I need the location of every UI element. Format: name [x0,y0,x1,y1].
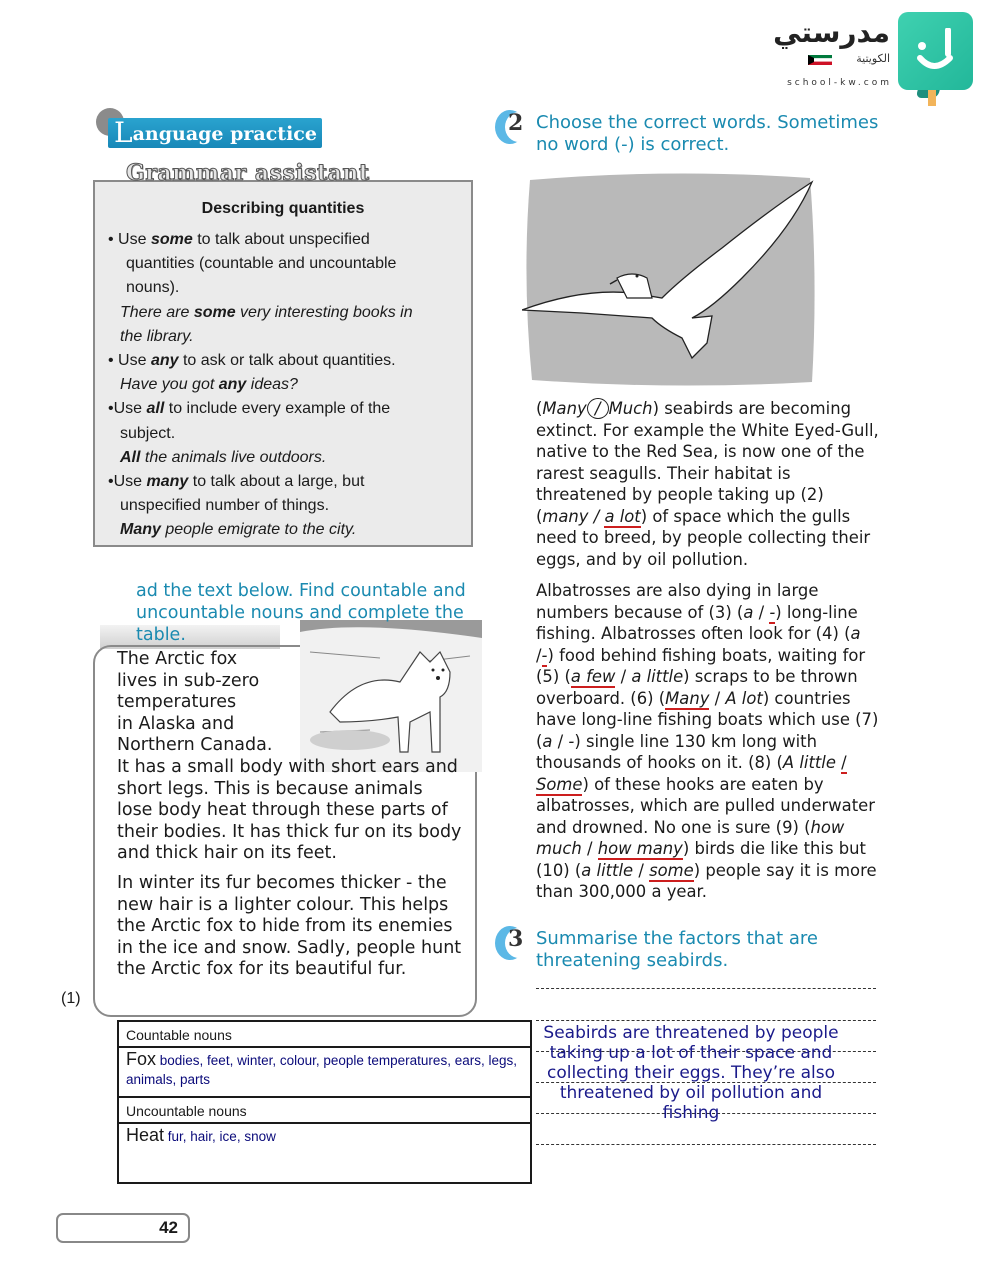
logo-url: school-kw.com [787,78,892,88]
example-keyword: Many [120,521,161,539]
rule-many [108,470,468,494]
rule-text: subject. [120,424,176,442]
example-keyword: All [120,448,141,466]
option-selected[interactable]: Many [665,688,710,708]
option-selected[interactable]: a lot [604,506,641,526]
option-selected[interactable]: Some [536,774,583,794]
rule-any [108,349,468,373]
option[interactable]: A little [782,753,836,772]
section-banner [108,118,322,148]
smile-icon [912,28,960,76]
seabird-illustration [522,168,822,390]
text-line: in Alaska and [117,713,235,734]
option[interactable]: - [568,731,575,751]
rule-example [108,446,468,470]
countable-header: Countable nouns [119,1022,530,1048]
option[interactable]: a little [631,667,684,686]
text: (2) [800,485,824,504]
option[interactable]: a [850,624,861,643]
option-selected[interactable]: some [649,860,694,880]
rule-keyword: many [146,473,189,491]
countable-answer-cell[interactable] [119,1048,530,1098]
text: people say it is more than 300,000 a year. [536,860,877,901]
handwritten-answer: bodies, feet, winter, colour, people temperatures, ears, legs, animals, parts [126,1053,517,1087]
text: seabirds are becoming extinct. For example the White Eyed-Gull, native to the Red Sea, is now one of the rarest seagulls. Their habitat is threatened by people taking up [536,399,879,504]
exercise-number: 2 [508,110,524,136]
text-line: Northern Canada. [117,735,273,756]
logo-arabic-title: مدرستي [773,16,890,49]
rule-text: to talk about unspecified [192,231,370,248]
answer-marker: (1) [61,990,81,1007]
paragraph: In winter its fur becomes thicker - the new hair is a lighter colour. This helps the Arctic fox to hide from its enemies in the ice and snow. Sadly, people hunt the Arctic fox for its beautiful fur. [117,872,462,980]
option[interactable]: a little [581,860,634,880]
rule-text: to include every example of the [164,400,391,418]
text: single line 130 km long with thousands of hooks on it. (8) [536,731,817,772]
option[interactable]: a [743,602,754,622]
rule-keyword: all [146,400,165,418]
exercise2-badge [495,110,525,144]
uncountable-answer-cell[interactable] [119,1124,530,1182]
grammar-assistant-title: Grammar assistant [126,160,370,186]
example-word: Heat [126,1125,165,1145]
option[interactable]: how much [536,817,845,858]
banner-initial: L [114,116,133,149]
text: of these hooks are eaten by albatrosses, which are pulled underwater and drowned. No one is sure (9) [536,774,875,837]
exercise1-instruction: ad the text below. Find countable and uncountable nouns and complete the table. [136,581,466,645]
option[interactable]: Much [608,399,653,418]
text: birds die like this but (10) [536,839,866,880]
rule-keyword: some [150,231,193,248]
exercise-number: 3 [508,926,524,952]
text: food behind fishing boats, waiting for (5) [536,645,866,686]
exercise3-badge [495,926,525,960]
rule-all [108,397,468,421]
grammar-rules [108,228,468,543]
rule-text: • Use [108,352,151,370]
example-keyword: any [218,376,247,394]
example-word: Fox [126,1049,157,1069]
text: long-line fishing. Albatrosses often look for (4) [536,602,858,643]
rule-some [108,228,468,252]
page-number: 42 [56,1213,190,1243]
rule-text: unspecified number of things. [120,497,330,515]
rule-example [108,373,468,397]
rule-text: • Use [108,231,151,248]
answer-line[interactable] [536,988,876,989]
rule-text: •Use [108,473,147,491]
exercise2-instruction: Choose the correct words. Sometimes no word (-) is correct. [536,112,879,155]
seabirds-text [536,398,881,913]
paragraph: Albatrosses are also dying in large numbers because of (3) (a / -) long-line fishing. Albatrosses often look for (4) (a /-) food behind fishing boats, waiting for (5) (a few / a little) scraps to be thrown overboard. (6) (Many / A lot) countries have long-line fishing boats which use (7) (a / -) single line 130 km long with thousands of hooks on it. (8) (A little / Some) of these hooks are eaten by albatrosses, which are pulled underwater and drowned. No one is sure (9) (how much / how many) birds die like this but (10) (a little / some) people say it is more than 300,000 a year. [536,581,879,901]
example-text: very interesting books in [235,303,413,321]
answer-line[interactable] [536,1144,876,1145]
rule-example [108,301,468,325]
option-selected[interactable]: - [769,602,776,622]
option[interactable]: a [542,731,553,751]
text: scraps to be thrown overboard. (6) [536,667,858,708]
option-selected[interactable]: - [541,645,548,665]
example-text: ideas? [246,376,298,394]
example-text: people emigrate to the city. [160,521,357,539]
option[interactable]: many [542,506,589,526]
text-line: The Arctic fox [117,649,238,669]
separator: / [588,506,605,526]
uncountable-header: Uncountable nouns [119,1098,530,1124]
logo-arabic-subtitle: الكويتية [856,52,890,65]
arctic-fox-text [117,649,462,989]
exercise3-instruction: Summarise the factors that are threatening seabirds. [536,928,818,971]
answer-line[interactable] [536,1020,876,1021]
banner-label: anguage practice [132,123,317,145]
example-text: the library. [120,327,194,345]
text-line: lives in sub-zero [117,670,260,691]
noun-table [117,1020,532,1184]
paragraph: It has a small body with short ears and short legs. This is because animals lose body heat through these parts of their bodies. It has thick fur on its body and thick hair on its feet. [117,756,462,864]
text: Albatrosses are also dying in large numbers because of (3) [536,581,819,622]
rule-text: to talk about a large, but [188,473,365,491]
example-text: the animals live outdoors. [140,448,327,466]
example-keyword: some [193,303,236,321]
option-selected[interactable]: a few [570,667,616,686]
rule-keyword: any [150,352,179,370]
rule-example [108,518,468,542]
rule-text: •Use [108,400,147,418]
rule-text: quantities (countable and uncountable [126,255,397,273]
text-line: temperatures [117,692,237,713]
handwritten-answer: fur, hair, ice, snow [164,1129,276,1144]
handwritten-summary-answer: Seabirds are threatened by people taking up a lot of their space and collecting their eggs. They’re also threatened by oil pollution and fishing [543,1023,839,1123]
text: countries have long-line fishing boats which use (7) [536,688,879,729]
example-text: There are [120,303,194,321]
option[interactable]: A lot [725,688,763,708]
option[interactable]: Many [542,399,587,418]
paragraph: (Many / Much) seabirds are becoming extinct. For example the White Eyed-Gull, native to the Red Sea, is now one of the rarest seagulls. Their habitat is threatened by people taking up (2) (many / a lot) of space which the gulls need to breed, by people collecting their eggs, and by oil pollution. [536,399,879,569]
example-text: Have you got [120,376,219,394]
rule-text: nouns). [126,279,180,297]
option-selected[interactable]: how many [597,839,683,858]
grammar-heading: Describing quantities [201,200,365,217]
rule-text: to ask or talk about quantities. [178,352,396,370]
text: of space which the gulls need to breed, by people collecting their eggs, and by oil pollution. [536,506,871,569]
option-separator-circled: / [587,398,609,419]
